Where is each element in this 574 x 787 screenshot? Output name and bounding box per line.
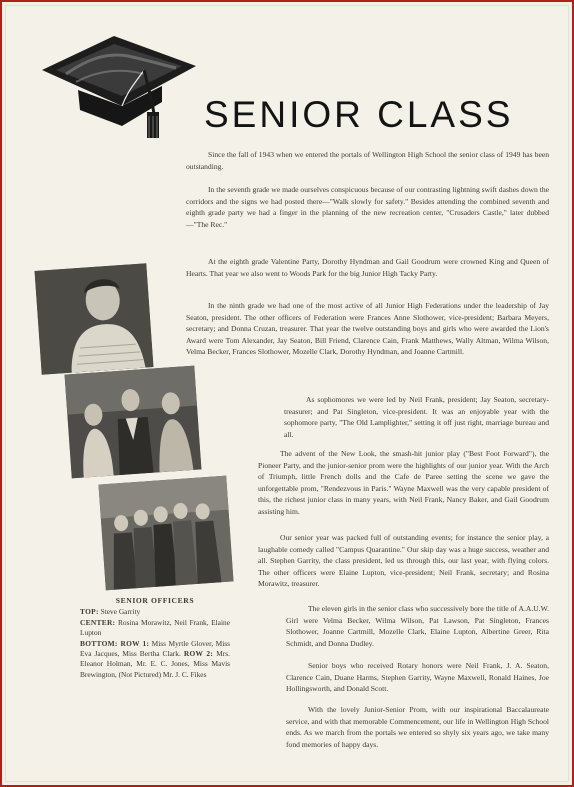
bottom-row1-label: BOTTOM: ROW 1: <box>80 638 150 648</box>
junior-year-paragraph: The advent of the New Look, the smash-hit junior play ("Best Foot Forward"), the Pioneer Party, and the junior-senior prom were the highlights of our junior year. With the Arch of Triumph, little French dolls and the Cafe de Paree setting the scene we gave the unforgettable prom, "Rendezvous in Paris." Wayne Maxwell was the very capable president of this, the richest junior class in many years, with Neil Frank, Nancy Baker, and Gail Goodrum assisting him. <box>258 449 549 516</box>
center-names: Rosina Morawitz, Neil Frank, Elaine Lupton <box>80 617 230 638</box>
officers-center <box>80 618 230 639</box>
officers-top <box>80 607 230 617</box>
sophomore-paragraph: As sophomores we were led by Neil Frank, president; Jay Seaton, secretary-treasurer; and Pat Singleton, vice-president. It was an enjoyable year with the sophomore party, "The Old Lamplighter," setting it off just right, marriage bureau and all. <box>284 395 549 439</box>
top-names: Steve Garrity <box>98 607 141 617</box>
bottom-row2-names: Mrs. Eleanor Holman, Mr. E. C. Jones, Miss Mavis Brewington, (Not Pictured) Mr. J. C. Fikes <box>80 649 230 679</box>
seventh-grade-paragraph: In the seventh grade we made ourselves conspicuous because of our contrasting lightning swift dashes down the corridors and the signs we had posted there—"Walk slowly for safety." Besides attending the combined seventh and eighth grade party we had a finger in the planning of the new recreation center, "Crusaders Castle," later dubbed—"The Rec." <box>186 185 549 229</box>
president-photo <box>35 263 154 375</box>
senior-officers-caption <box>80 596 230 680</box>
aauw-paragraph: The eleven girls in the senior class who successively bore the title of A.A.U.W. Girl were Velma Becker, Wilma Wilson, Pat Lawson, Pat Singleton, Frances Slothower, Joanne Cartmill, Mozelle Clark, Elaine Lupton, Albertine Greer, Rita Schmidt, and Donna Dudley. <box>286 604 549 648</box>
faculty-photo <box>98 476 233 591</box>
closing-paragraph: With the lovely Junior-Senior Prom, with our inspirational Baccalaureate service, and with that memorable Commencement, our life in Wellington High School ends. As we march from the portals we entered so shyly six years ago, we take many fond memories of happy days. <box>286 705 549 749</box>
senior-year-paragraph: Our senior year was packed full of outstanding events; for instance the senior play, a laughable comedy called "Campus Quarantine." Our skip day was a huge success, weather and all. Stephen Garrity, the class president, led us through this, our last year, with flying colors. The other officers were Elaine Lupton, vice-president; Neil Frank, secretary; and Rosina Morawitz, treasurer. <box>258 533 549 589</box>
yearbook-page <box>5 5 569 782</box>
bottom-row1-names: Miss Myrtle Glover, Miss Eva Jacques, Miss Bertha Clark. <box>80 638 231 659</box>
officers-bottom <box>80 639 230 681</box>
ninth-grade-paragraph: In the ninth grade we had one of the most active of all Junior High Federations under the leadership of Jay Seaton, president. The other officers of Federation were Frances Anne Slothower, vice-president; Barbara Meyers, secretary; and Donna Cruzan, treasurer. That year the twelve outstanding boys and girls who were awarded the Lion's Award were Tom Alexander, Jay Seaton, Bill Friend, Clarence Cain, Frank Matthews, Wally Altman, Wilma Wilson, Velma Becker, Frances Slothower, Mozelle Clark, Dorothy Hyndman, and Joanne Cartmill. <box>186 301 549 357</box>
page-title: SENIOR CLASS <box>204 94 514 135</box>
graduation-cap-icon <box>36 30 201 140</box>
bottom-row2-label: ROW 2: <box>183 649 214 659</box>
rotary-paragraph: Senior boys who received Rotary honors were Neil Frank, J. A. Seaton, Clarence Cain, Duane Harms, Stephen Garrity, Wayne Maxwell, Ronald Haines, Joe Hollingsworth, and Donald Scott. <box>286 661 549 694</box>
eighth-grade-paragraph: At the eighth grade Valentine Party, Dorothy Hyndman and Gail Goodrum were crowned King and Queen of Hearts. That year we also went to Woods Park for the big Junior High Tacky Party. <box>186 257 549 278</box>
officers-heading: SENIOR OFFICERS <box>115 596 195 605</box>
officers-photo <box>65 366 202 479</box>
intro-paragraph: Since the fall of 1943 when we entered the portals of Wellington High School the senior class of 1949 has been outstanding. <box>186 150 549 171</box>
top-label: TOP: <box>80 607 99 617</box>
center-label: CENTER: <box>80 617 116 627</box>
